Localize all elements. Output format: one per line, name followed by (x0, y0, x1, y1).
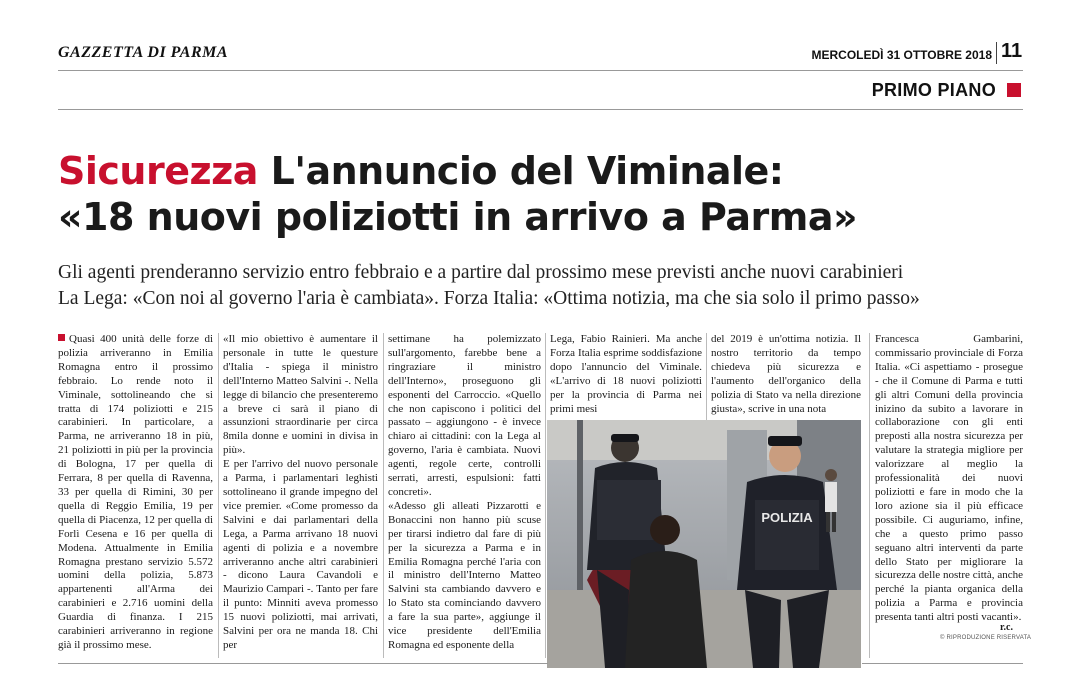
article-column-4 (550, 333, 702, 416)
column-6-text: Francesca Gambarini, commissario provinciale di Forza Italia. «Ci aspettiamo - prosegue - che il Comune di Parma e tutti gli altri Comuni della provincia inizino da subito a lavorare in collaborazione con gli enti preposti alla nostra sicurezza per valutare la strategia migliore per valorizzare al meglio la professionalità dei nuovi poliziotti e fare in modo che la loro azione sia il più efficace possibile. Ci auguriamo, infine, che a questo primo passo seguano altri interventi da parte dello Stato per migliorare la sicurezza delle nostre città, anche perché la pianta organica della polizia a Parma e provincia presenta tanti altri posti vacanti». (875, 333, 1023, 624)
page-number: 11 (1001, 40, 1023, 62)
article-column-3 (388, 333, 541, 653)
column-4-text: Lega, Fabio Rainieri. Ma anche Forza Italia esprime soddisfazione dopo l'annuncio del Viminale. «L'arrivo di 18 nuovi poliziotti per la provincia di Parma nei primi mesi (550, 333, 702, 415)
column-5-text: del 2019 è un'ottima notizia. Il nostro territorio da tempo chiedeva più sicurezza e l'aumento dell'organico della polizia di Stato va nella direzione giusta», scrive in una nota (711, 333, 861, 415)
headline-kicker: Sicurezza (58, 149, 258, 193)
column-divider (218, 333, 219, 658)
section-marker-icon (1007, 83, 1021, 97)
column-divider (545, 333, 546, 658)
section-rule (58, 109, 1023, 110)
column-3-paragraph-1: settimane ha polemizzato sull'argomento, farebbe bene a ringraziare il ministro dell'Interno», proseguono gli esponenti del Carroccio. «Quello che non capiscono i politici del passato – aggiungono - è invece chiaro ai cittadini: con la Lega al governo, l'aria è cambiata. Nuovi agenti, regole certe, controlli serrati, arresti, espulsioni: fatti concreti». (388, 333, 541, 498)
column-1-text: Quasi 400 unità delle forze di polizia arriveranno in Emilia Romagna entro il prossimo febbraio. Lo rende noto il Viminale, sottolineando che si tratta di 174 poliziotti e 215 carabinieri. In particolare, a Parma, ne arriveranno 18 in più, 21 poliziotti in più per la provincia di Bologna, 17 per quella di Ferrara, 8 per quella di Ravenna, 33 per quella di Rimini, 30 per quella di Reggio Emilia, 19 per quella di Piacenza, 12 per quella di Forlì Cesena e 16 per quella di Modena. Attualmente in Emilia Romagna prestano servizio 5.572 uomini della polizia, 5.873 appartenenti all'Arma dei carabinieri e 2.716 uomini della Guardia di finanza. I 215 carabinieri arriveranno in regione già il prossimo mese. (58, 333, 213, 651)
article-column-1 (58, 333, 213, 653)
article-column-2 (223, 333, 378, 653)
column-divider (383, 333, 384, 658)
subhead-line2: La Lega: «Con noi al governo l'aria è cambiata». Forza Italia: «Ottima notizia, ma che sia solo il primo passo» (58, 288, 920, 309)
column-2-paragraph-2: E per l'arrivo del nuovo personale a Parma, i parlamentari leghisti sottolineano il grande impegno del vice premier. «Come promesso da Salvini e dai parlamentari della Lega, a Parma arrivano 18 nuovi agenti di polizia e a novembre arriveranno anche altri carabinieri - dicono Laura Cavandoli e Maurizio Campari -. Tanto per fare il punto: Minniti aveva promesso 15 nuovi poliziotti, mai arrivati, Salvini per ora ne manda 18. Chi per (223, 458, 378, 651)
issue-date: MERCOLEDÌ 31 OTTOBRE 2018 (811, 48, 992, 62)
copyright-notice: © RIPRODUZIONE RISERVATA (940, 635, 1032, 641)
headline (58, 148, 1028, 240)
news-photo (547, 420, 861, 668)
subheadline (58, 260, 1028, 312)
column-divider (869, 333, 870, 658)
headline-line1: L'annuncio del Viminale: (270, 149, 784, 193)
article-column-6 (875, 333, 1023, 625)
paragraph-bullet-icon (58, 334, 65, 341)
author-signature: r.c. (1000, 622, 1013, 633)
column-3-paragraph-2: «Adesso gli alleati Pizzarotti e Bonaccini non hanno più scuse per tirarsi indietro dal fare di più per la sicurezza a Parma e in Emilia Romagna perché l'aria con il ministro dell'Interno Matteo Salvini sta cambiando davvero e lo Stato sta cominciando davvero a fare la sua parte», aggiunge il vice presidente dell'Emilia Romagna ed esponente della (388, 499, 541, 651)
column-2-paragraph-1: «Il mio obiettivo è aumentare il personale in tutte le questure d'Italia - spiega il ministro dell'Interno Matteo Salvini -. Nella legge di bilancio che presenteremo a breve ci sarà il piano di assunzioni straordinarie per circa 8mila donne e uomini in divisa in più». (223, 333, 378, 457)
top-rule (58, 70, 1023, 71)
article-column-5 (711, 333, 861, 416)
header-divider (996, 42, 997, 64)
masthead: GAZZETTA DI PARMA (58, 44, 229, 61)
bottom-rule (862, 663, 1023, 664)
section-label: PRIMO PIANO (871, 80, 996, 100)
subhead-line1: Gli agenti prenderanno servizio entro febbraio e a partire dal prossimo mese previsti anche nuovi carabinieri (58, 262, 904, 283)
vest-label-right: POLIZIA (761, 510, 813, 525)
headline-line2: «18 nuovi poliziotti in arrivo a Parma» (58, 195, 858, 239)
bottom-rule (58, 663, 548, 664)
